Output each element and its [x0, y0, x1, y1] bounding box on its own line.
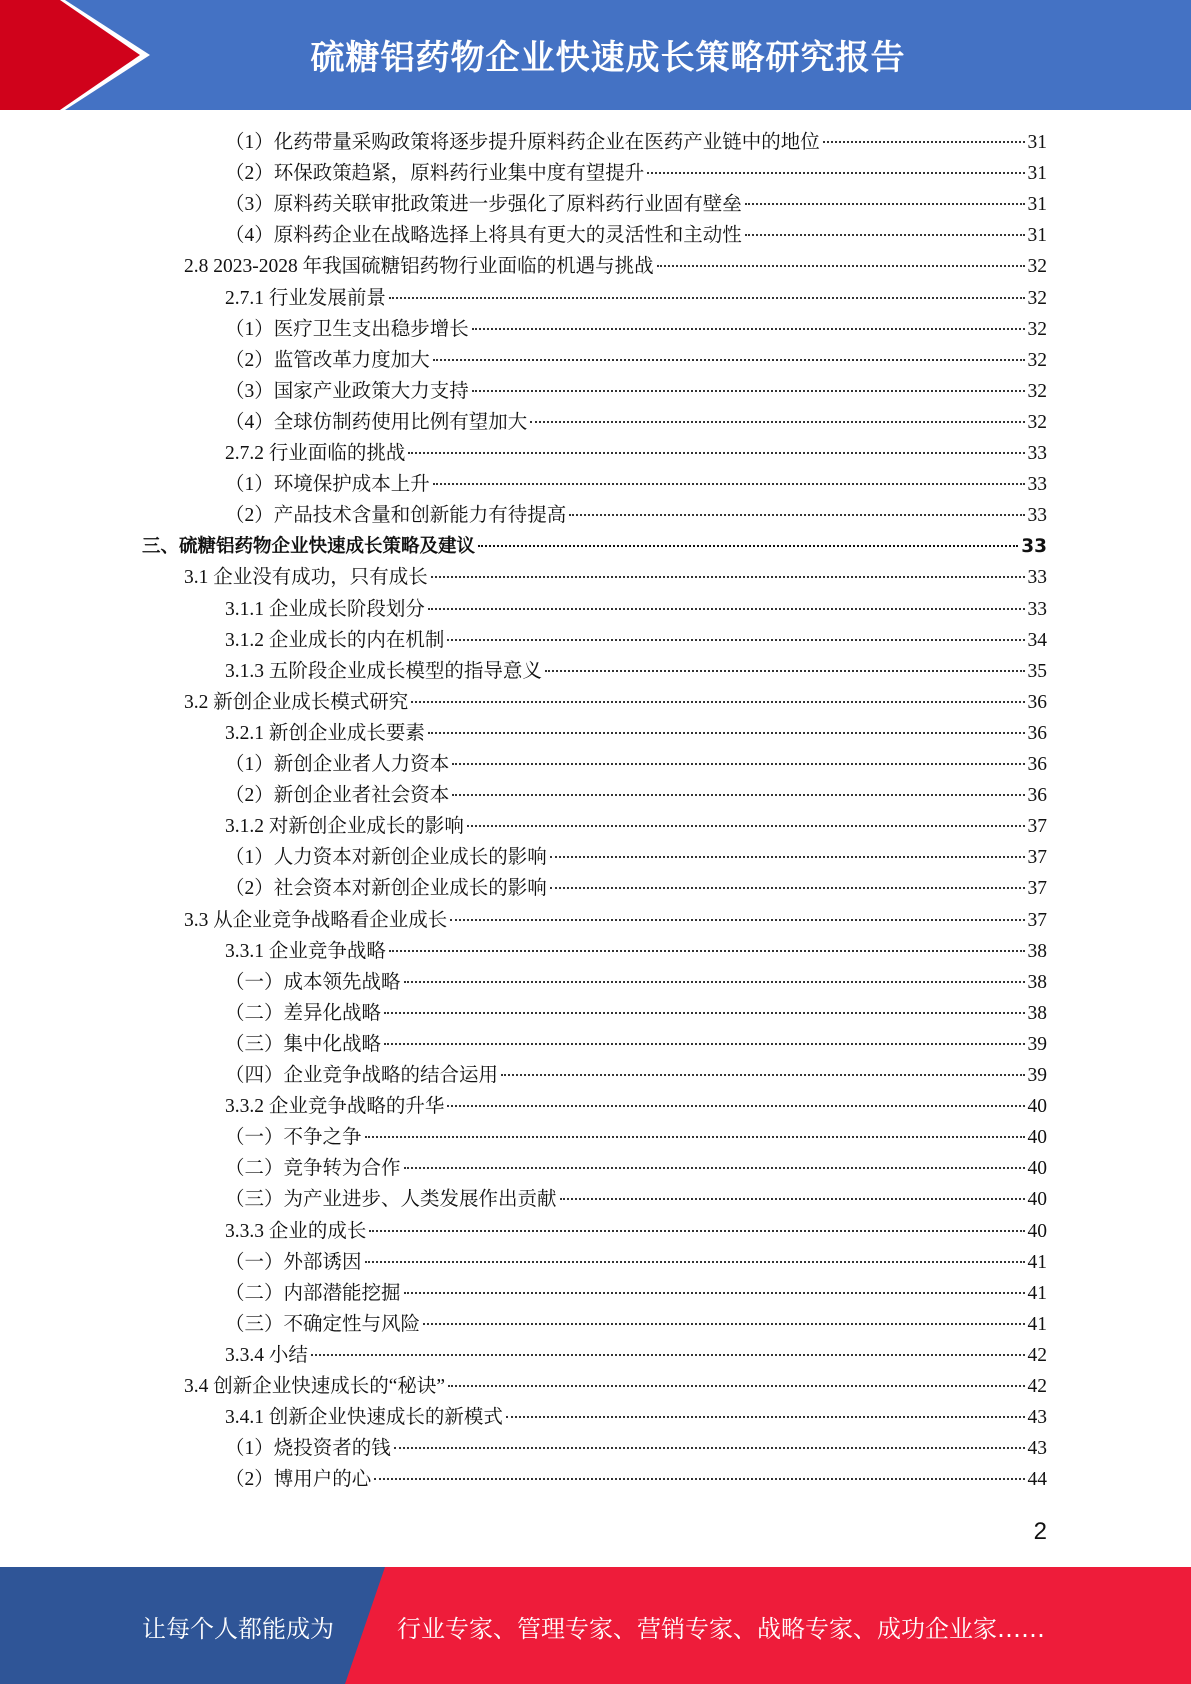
- toc-entry[interactable]: [225, 842, 1047, 873]
- toc-dot-leader: [447, 639, 1024, 641]
- toc-entry[interactable]: [225, 127, 1047, 158]
- toc-entry-page: 36: [1027, 754, 1047, 775]
- report-title: 硫糖铝药物企业快速成长策略研究报告: [310, 38, 906, 78]
- toc-entry-title: （二）差异化战略: [225, 1002, 382, 1024]
- toc-entry[interactable]: [225, 345, 1047, 376]
- toc-entry[interactable]: [225, 811, 1047, 842]
- toc-entry-page: 37: [1027, 816, 1047, 838]
- toc-dot-leader: [433, 483, 1025, 485]
- toc-entry[interactable]: [225, 1029, 1047, 1060]
- toc-entry-title: （1）新创企业者人力资本: [225, 754, 450, 775]
- toc-entry-page: 43: [1027, 1438, 1047, 1460]
- toc-entry[interactable]: [225, 469, 1047, 500]
- toc-entry-page: 40: [1027, 1096, 1047, 1118]
- toc-entry-page: 40: [1027, 1127, 1047, 1149]
- toc-entry[interactable]: [184, 905, 1047, 936]
- footer-slogan-left: 让每个人都能成为: [142, 1615, 334, 1643]
- toc-entry[interactable]: [142, 531, 1047, 562]
- toc-dot-leader: [569, 514, 1024, 516]
- toc-dot-leader: [447, 1105, 1024, 1107]
- toc-entry-page: 41: [1027, 1251, 1047, 1273]
- toc-dot-leader: [452, 794, 1024, 796]
- toc-entry-page: 33: [1027, 567, 1047, 589]
- toc-dot-leader: [550, 856, 1025, 858]
- footer-slogan-right: 行业专家、管理专家、营销专家、战略专家、成功企业家……: [397, 1615, 1045, 1643]
- toc-entry[interactable]: [225, 1122, 1047, 1153]
- toc-entry-page: 42: [1027, 1376, 1047, 1397]
- toc-entry-title: （一）外部诱因: [225, 1251, 362, 1273]
- toc-entry-page: 33: [1027, 598, 1047, 620]
- toc-entry[interactable]: [225, 189, 1047, 220]
- toc-dot-leader: [745, 203, 1025, 205]
- toc-dot-leader: [389, 297, 1025, 299]
- toc-entry-title: 3.3.2 企业竞争战略的升华: [225, 1096, 445, 1118]
- toc-entry-page: 31: [1027, 163, 1047, 185]
- toc-dot-leader: [389, 950, 1025, 952]
- toc-entry-title: （三）集中化战略: [225, 1033, 382, 1055]
- toc-entry-page: 37: [1027, 878, 1047, 900]
- toc-dot-leader: [365, 1136, 1025, 1138]
- toc-entry-title: （1）化药带量采购政策将逐步提升原料药企业在医药产业链中的地位: [225, 132, 820, 153]
- toc-dot-leader: [428, 608, 1025, 610]
- toc-entry-title: 2.8 2023-2028 年我国硫糖铝药物行业面临的机遇与挑战: [184, 256, 654, 278]
- toc-entry-page: 34: [1027, 629, 1047, 651]
- toc-entry-title: （3）国家产业政策大力支持: [225, 380, 469, 402]
- toc-dot-leader: [823, 141, 1025, 143]
- toc-dot-leader: [472, 328, 1025, 330]
- toc-entry-page: 37: [1027, 909, 1047, 931]
- toc-entry-title: 3.2.1 新创企业成长要素: [225, 722, 425, 744]
- toc-entry-page: 40: [1027, 1158, 1047, 1180]
- toc-entry-title: （2）社会资本对新创企业成长的影响: [225, 878, 547, 900]
- toc-entry[interactable]: [225, 1340, 1047, 1371]
- toc-entry-page: 40: [1027, 1220, 1047, 1242]
- toc-entry-page: 32: [1027, 411, 1047, 433]
- toc-entry-title: （1）烧投资者的钱: [225, 1438, 391, 1460]
- toc-entry-page: 33: [1027, 474, 1047, 496]
- toc-entry-page: 35: [1027, 660, 1047, 682]
- toc-entry-title: （三）不确定性与风险: [225, 1313, 421, 1335]
- toc-entry[interactable]: [225, 780, 1047, 811]
- toc-entry[interactable]: [225, 1278, 1047, 1309]
- toc-entry-title: 3.1.2 对新创企业成长的影响: [225, 816, 464, 838]
- toc-entry-title: 三、硫糖铝药物企业快速成长策略及建议: [142, 536, 476, 558]
- toc-dot-leader: [369, 1230, 1024, 1232]
- toc-dot-leader: [450, 919, 1024, 921]
- toc-dot-leader: [530, 421, 1024, 423]
- toc-dot-leader: [404, 1292, 1025, 1294]
- toc-dot-leader: [545, 670, 1025, 672]
- toc-dot-leader: [311, 1354, 1025, 1356]
- toc-dot-leader: [657, 265, 1025, 267]
- toc-entry-title: 3.1 企业没有成功，只有成长: [184, 567, 428, 589]
- toc-entry-page: 38: [1027, 971, 1047, 993]
- toc-entry-title: （2）环保政策趋紧，原料药行业集中度有望提升: [225, 163, 645, 185]
- toc-entry-title: 3.1.3 五阶段企业成长模型的指导意义: [225, 660, 542, 682]
- toc-entry[interactable]: [225, 1464, 1047, 1495]
- toc-entry[interactable]: [184, 251, 1047, 282]
- toc-entry[interactable]: [225, 749, 1047, 780]
- report-header: [0, 0, 1191, 110]
- footer-banner: [0, 1567, 1191, 1684]
- toc-entry[interactable]: [225, 1402, 1047, 1433]
- toc-dot-leader: [448, 1385, 1024, 1387]
- toc-entry-title: （2）博用户的心: [225, 1469, 372, 1491]
- toc-dot-leader: [745, 234, 1025, 236]
- toc-entry-title: 3.3.4 小结: [225, 1344, 308, 1366]
- toc-entry[interactable]: [184, 562, 1047, 593]
- toc-dot-leader: [384, 1012, 1024, 1014]
- toc-entry-page: 31: [1027, 225, 1047, 247]
- toc-entry-title: （4）原料药企业在战略选择上将具有更大的灵活性和主动性: [225, 225, 742, 247]
- toc-dot-leader: [506, 1416, 1025, 1418]
- toc-entry[interactable]: [225, 1091, 1047, 1122]
- toc-entry[interactable]: [225, 438, 1047, 469]
- toc-entry-page: 39: [1027, 1033, 1047, 1055]
- toc-entry-title: （4）全球仿制药使用比例有望加大: [225, 411, 528, 433]
- toc-entry-page: 41: [1027, 1282, 1047, 1304]
- toc-dot-leader: [452, 763, 1024, 765]
- toc-entry[interactable]: [225, 1309, 1047, 1340]
- toc-entry-page: 43: [1027, 1407, 1047, 1429]
- toc-entry-page: 33: [1021, 536, 1047, 558]
- toc-dot-leader: [433, 359, 1025, 361]
- toc-entry[interactable]: [225, 998, 1047, 1029]
- toc-entry[interactable]: [184, 687, 1047, 718]
- toc-dot-leader: [467, 825, 1025, 827]
- toc-entry[interactable]: [225, 407, 1047, 438]
- toc-entry-page: 36: [1027, 691, 1047, 713]
- toc-entry[interactable]: [225, 158, 1047, 189]
- toc-entry-page: 39: [1027, 1065, 1047, 1086]
- toc-entry-title: （一）成本领先战略: [225, 971, 401, 993]
- toc-entry-title: 3.3 从企业竞争战略看企业成长: [184, 909, 448, 931]
- toc-entry[interactable]: [184, 1371, 1047, 1402]
- toc-dot-leader: [365, 1261, 1025, 1263]
- toc-entry-page: 36: [1027, 722, 1047, 744]
- page-number: 2: [1033, 1518, 1047, 1545]
- toc-entry-title: （四）企业竞争战略的结合运用: [225, 1065, 499, 1086]
- toc-entry-page: 31: [1027, 132, 1047, 153]
- toc-entry-page: 44: [1027, 1469, 1047, 1491]
- toc-dot-leader: [384, 1043, 1024, 1045]
- toc-entry-title: （2）产品技术含量和创新能力有待提高: [225, 505, 567, 527]
- toc-entry[interactable]: [225, 1247, 1047, 1278]
- toc-entry[interactable]: [225, 1433, 1047, 1464]
- toc-entry-title: （二）竞争转为合作: [225, 1158, 401, 1180]
- toc-entry-page: 32: [1027, 318, 1047, 340]
- toc-entry-page: 33: [1027, 505, 1047, 527]
- toc-dot-leader: [550, 887, 1025, 889]
- toc-dot-leader: [501, 1074, 1024, 1076]
- toc-entry-title: （2）新创企业者社会资本: [225, 785, 450, 807]
- toc-entry-title: （二）内部潜能挖掘: [225, 1282, 401, 1304]
- toc-dot-leader: [472, 390, 1025, 392]
- toc-entry[interactable]: [225, 376, 1047, 407]
- toc-entry-page: 41: [1027, 1313, 1047, 1335]
- toc-dot-leader: [411, 701, 1024, 703]
- toc-dot-leader: [408, 452, 1024, 454]
- toc-entry-page: 33: [1027, 443, 1047, 464]
- toc-entry-title: 2.7.2 行业面临的挑战: [225, 443, 406, 464]
- toc-entry[interactable]: [225, 967, 1047, 998]
- toc-entry[interactable]: [225, 1184, 1047, 1215]
- toc-dot-leader: [394, 1447, 1025, 1449]
- toc-entry-title: （3）原料药关联审批政策进一步强化了原料药行业固有壁垒: [225, 194, 742, 216]
- toc-entry-title: 3.1.1 企业成长阶段划分: [225, 598, 425, 620]
- toc-dot-leader: [404, 981, 1025, 983]
- toc-entry-page: 38: [1027, 940, 1047, 962]
- toc-entry-page: 31: [1027, 194, 1047, 216]
- toc-entry-page: 42: [1027, 1344, 1047, 1366]
- toc-entry[interactable]: [225, 936, 1047, 967]
- toc-entry-page: 40: [1027, 1189, 1047, 1211]
- toc-entry[interactable]: [225, 1060, 1047, 1091]
- toc-dot-leader: [478, 545, 1018, 547]
- toc-entry-page: 37: [1027, 847, 1047, 869]
- toc-entry[interactable]: [225, 656, 1047, 687]
- toc-entry-title: 3.1.2 企业成长的内在机制: [225, 629, 445, 651]
- toc-dot-leader: [431, 576, 1025, 578]
- toc-entry-page: 32: [1027, 349, 1047, 371]
- toc-entry-title: 3.4.1 创新企业快速成长的新模式: [225, 1407, 503, 1429]
- toc-entry-page: 36: [1027, 785, 1047, 807]
- toc-entry[interactable]: [225, 873, 1047, 904]
- toc-entry[interactable]: [225, 718, 1047, 749]
- toc-entry-title: 3.3.1 企业竞争战略: [225, 940, 386, 962]
- toc-entry-page: 32: [1027, 287, 1047, 309]
- toc-entry-title: （1）人力资本对新创企业成长的影响: [225, 847, 547, 869]
- toc-entry[interactable]: [225, 625, 1047, 656]
- toc-entry-title: （1）医疗卫生支出稳步增长: [225, 318, 469, 340]
- toc-entry-page: 32: [1027, 256, 1047, 278]
- toc-entry-page: 38: [1027, 1002, 1047, 1024]
- toc-entry[interactable]: [225, 500, 1047, 531]
- toc-entry-title: （一）不争之争: [225, 1127, 362, 1149]
- toc-entry[interactable]: [225, 1153, 1047, 1184]
- toc-entry[interactable]: [225, 220, 1047, 251]
- toc-entry[interactable]: [225, 314, 1047, 345]
- toc-entry-title: 3.4 创新企业快速成长的“秘诀”: [184, 1376, 446, 1397]
- toc-entry[interactable]: [225, 283, 1047, 314]
- toc-dot-leader: [423, 1323, 1024, 1325]
- toc-entry-page: 32: [1027, 380, 1047, 402]
- toc-entry-title: （1）环境保护成本上升: [225, 474, 430, 496]
- toc-dot-leader: [647, 172, 1024, 174]
- toc-dot-leader: [428, 732, 1025, 734]
- toc-entry-title: 3.3.3 企业的成长: [225, 1220, 367, 1242]
- toc-dot-leader: [374, 1478, 1024, 1480]
- toc-entry[interactable]: [225, 594, 1047, 625]
- toc-dot-leader: [560, 1198, 1025, 1200]
- toc-entry[interactable]: [225, 1216, 1047, 1247]
- toc-entry-title: 3.2 新创企业成长模式研究: [184, 691, 409, 713]
- toc-dot-leader: [404, 1167, 1025, 1169]
- toc-entry-title: 2.7.1 行业发展前景: [225, 287, 386, 309]
- toc-entry-title: （2）监管改革力度加大: [225, 349, 430, 371]
- toc-entry-title: （三）为产业进步、人类发展作出贡献: [225, 1189, 557, 1211]
